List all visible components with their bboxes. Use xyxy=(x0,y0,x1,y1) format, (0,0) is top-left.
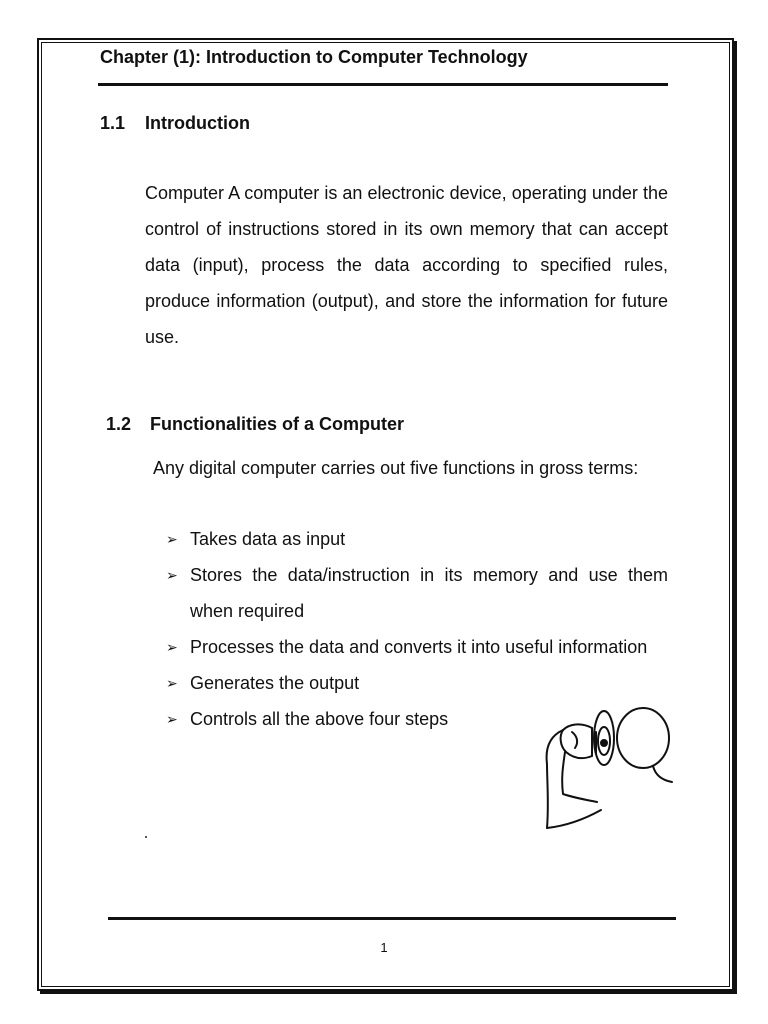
section-title-functionalities: Functionalities of a Computer xyxy=(150,414,405,434)
list-item xyxy=(166,521,668,557)
list-item-text: Controls all the above four steps xyxy=(190,709,449,729)
list-item-text: Takes data as input xyxy=(190,529,346,549)
footer-rule xyxy=(108,917,676,920)
list-item xyxy=(166,557,668,629)
introduction-paragraph: Computer A computer is an electronic device, operating under the control of instructions stored in its own memory that can accept data (input), process the data according to specified rules, produce information (output), and store the information for future use. xyxy=(145,183,668,347)
person-with-scope-illustration xyxy=(535,700,675,840)
section-number-1-1: 1.1 xyxy=(100,113,126,133)
arrow-bullet-icon: ➢ xyxy=(166,567,178,583)
list-item-text: Generates the output xyxy=(190,673,360,693)
chapter-title: Chapter (1): Introduction to Computer Technology xyxy=(100,47,528,67)
arrow-bullet-icon: ➢ xyxy=(166,531,178,547)
section-number-1-2: 1.2 xyxy=(106,414,132,434)
arrow-bullet-icon: ➢ xyxy=(166,639,178,655)
list-item xyxy=(166,629,668,665)
list-item xyxy=(166,665,668,701)
header-rule xyxy=(98,83,668,86)
arrow-bullet-icon: ➢ xyxy=(166,711,178,727)
arrow-bullet-icon: ➢ xyxy=(166,675,178,691)
functionalities-paragraph: Any digital computer carries out five functions in gross terms: xyxy=(153,458,639,478)
page-number: 1 xyxy=(380,940,388,955)
list-item-text: Processes the data and converts it into useful information xyxy=(190,637,648,657)
list-item-text: Stores the data/instruction in its memory and use them when required xyxy=(190,565,668,621)
stray-mark xyxy=(145,836,147,838)
section-title-introduction: Introduction xyxy=(145,113,250,133)
